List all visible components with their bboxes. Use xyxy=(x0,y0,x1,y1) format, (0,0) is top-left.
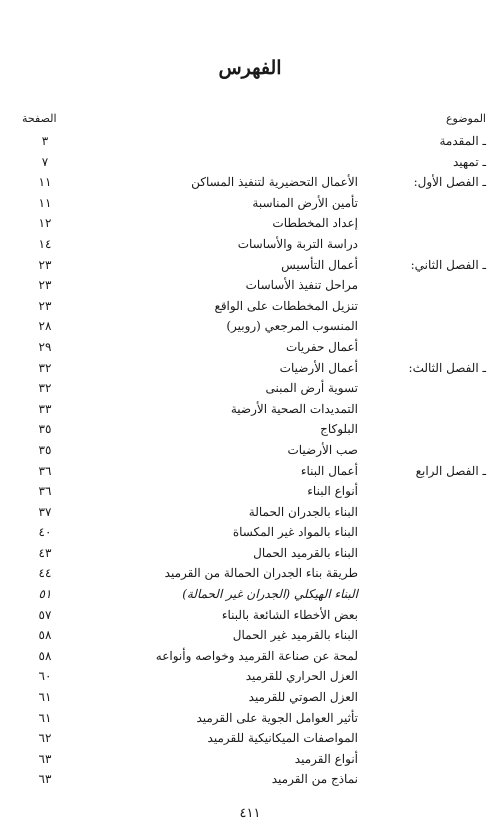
toc-page-number: ٦١ xyxy=(38,690,52,705)
toc-row xyxy=(0,769,500,790)
table-of-contents xyxy=(0,131,500,790)
toc-page-number: ٥١ xyxy=(38,587,52,602)
toc-page-number: ٣٣ xyxy=(38,401,52,416)
toc-page-number: ٥٨ xyxy=(38,628,52,643)
toc-entry-title: دراسة التربة والأساسات xyxy=(237,236,358,251)
toc-entry-title: طريقة بناء الجدران الحمالة من القرميد xyxy=(164,566,358,581)
toc-entry-title: تسوية أرض المبنى xyxy=(265,381,358,396)
toc-entry-title: أعمال حفريات xyxy=(285,339,358,354)
toc-entry-title: صب الأرضيات xyxy=(287,442,358,457)
toc-page-number: ٧ xyxy=(41,154,49,169)
toc-row xyxy=(0,296,500,317)
toc-entry-title: البناء بالقرميد الحمال xyxy=(253,545,358,560)
toc-row xyxy=(0,399,500,420)
toc-page-number: ٢٨ xyxy=(38,319,52,334)
toc-page-number: ٦٠ xyxy=(38,669,52,684)
toc-row xyxy=(0,337,500,358)
toc-row xyxy=(0,255,500,276)
toc-entry-title: البناء بالجدران الحمالة xyxy=(248,504,358,519)
toc-entry-title: البناء الهيكلي (الجدران غير الحمالة) xyxy=(182,587,358,602)
toc-entry-title: البناء بالمواد غير المكساة xyxy=(232,525,358,540)
toc-row xyxy=(0,213,500,234)
toc-row xyxy=(0,234,500,255)
toc-entry-title: الأعمال التحضيرية لتنفيذ المساكن xyxy=(191,175,358,190)
toc-entry-title: أعمال الأرضيات xyxy=(279,360,358,375)
page-column-header: الصفحة xyxy=(22,112,57,125)
toc-page-number: ٢٣ xyxy=(38,278,52,293)
toc-row xyxy=(0,131,500,152)
toc-row xyxy=(0,502,500,523)
toc-header xyxy=(0,112,500,128)
toc-entry-title: المنسوب المرجعي (روبير) xyxy=(226,319,358,334)
toc-page-number: ١١ xyxy=(38,175,52,190)
toc-chapter-label: ـ الفصل الرابع xyxy=(415,463,486,478)
topic-column-header: الموضوع xyxy=(445,112,486,125)
toc-row xyxy=(0,481,500,502)
toc-entry-title: تأمين الأرض المناسبة xyxy=(252,195,358,210)
toc-chapter-label: ـ المقدمة xyxy=(439,134,486,148)
toc-page-number: ٣٦ xyxy=(38,463,52,478)
toc-row xyxy=(0,708,500,729)
toc-row xyxy=(0,728,500,749)
toc-page-number: ٦١ xyxy=(38,710,52,725)
toc-row xyxy=(0,543,500,564)
toc-page-number: ٤٠ xyxy=(38,525,52,540)
toc-page-number: ٦٢ xyxy=(38,731,52,746)
toc-entry-title: تأثير العوامل الجوية على القرميد xyxy=(196,710,358,725)
toc-page-number: ٥٨ xyxy=(38,648,52,663)
toc-chapter-label: ـ الفصل الأول: xyxy=(413,175,486,190)
toc-entry-title: أعمال التأسيس xyxy=(281,257,358,272)
toc-entry-title: أنواع القرميد xyxy=(294,751,358,766)
toc-row xyxy=(0,275,500,296)
toc-page-number: ٣٢ xyxy=(38,381,52,396)
toc-row xyxy=(0,605,500,626)
toc-entry-title: العزل الصوتي للقرميد xyxy=(248,690,358,705)
toc-page-number: ٤٤ xyxy=(38,566,52,581)
toc-page-number: ٢٩ xyxy=(38,339,52,354)
toc-page-number: ٣٥ xyxy=(38,422,52,437)
toc-entry-title: أعمال البناء xyxy=(300,463,358,478)
toc-page-number: ٥٧ xyxy=(38,607,52,622)
toc-row xyxy=(0,193,500,214)
toc-entry-title: مراحل تنفيذ الأساسات xyxy=(245,278,358,293)
toc-row xyxy=(0,358,500,379)
toc-page-number: ٣٢ xyxy=(38,360,52,375)
toc-chapter-label: ـ الفصل الثاني: xyxy=(410,257,486,272)
toc-row xyxy=(0,563,500,584)
toc-entry-title: لمحة عن صناعة القرميد وخواصه وأنواعه xyxy=(155,648,358,663)
toc-chapter-label: ـ الفصل الثالث: xyxy=(408,360,486,375)
toc-entry-title: العزل الحراري للقرميد xyxy=(245,669,358,684)
toc-page-number: ٣٦ xyxy=(38,484,52,499)
toc-row xyxy=(0,440,500,461)
toc-page-number: ٣٥ xyxy=(38,442,52,457)
toc-row xyxy=(0,687,500,708)
toc-page-number: ١١ xyxy=(38,195,52,210)
toc-page-number: ٢٣ xyxy=(38,298,52,313)
page-number: ٤١١ xyxy=(239,806,261,821)
toc-row xyxy=(0,625,500,646)
toc-page-number: ٤٣ xyxy=(38,545,52,560)
toc-chapter-label: ـ تمهيد xyxy=(452,154,486,169)
toc-entry-title: المواصفات الميكانيكية للقرميد xyxy=(207,731,358,746)
toc-page-number: ١٤ xyxy=(38,236,52,251)
toc-page-number: ٣ xyxy=(41,134,49,148)
toc-page-number: ٣٧ xyxy=(38,504,52,519)
toc-row xyxy=(0,152,500,173)
toc-row xyxy=(0,316,500,337)
toc-entry-title: أنواع البناء xyxy=(307,484,358,499)
toc-entry-title: بعض الأخطاء الشائعة بالبناء xyxy=(221,607,358,622)
toc-row xyxy=(0,378,500,399)
toc-page-number: ٦٣ xyxy=(38,772,52,787)
toc-entry-title: التمديدات الصحية الأرضية xyxy=(230,401,358,416)
toc-page-number: ٦٣ xyxy=(38,751,52,766)
page-title: الفهرس xyxy=(218,57,282,79)
toc-row xyxy=(0,172,500,193)
toc-row xyxy=(0,749,500,770)
toc-row xyxy=(0,419,500,440)
toc-entry-title: إعداد المخططات xyxy=(272,216,358,231)
toc-entry-title: نماذج من القرميد xyxy=(271,772,358,787)
toc-entry-title: البناء بالقرميد غير الحمال xyxy=(232,628,358,643)
toc-row xyxy=(0,461,500,482)
toc-row xyxy=(0,522,500,543)
toc-page-number: ٢٣ xyxy=(38,257,52,272)
toc-row xyxy=(0,666,500,687)
toc-entry-title: تنزيل المخططات على الواقع xyxy=(214,298,358,313)
toc-row xyxy=(0,646,500,667)
toc-row xyxy=(0,584,500,605)
toc-entry-title: البلوكاج xyxy=(320,422,358,437)
toc-page-number: ١٢ xyxy=(38,216,52,231)
